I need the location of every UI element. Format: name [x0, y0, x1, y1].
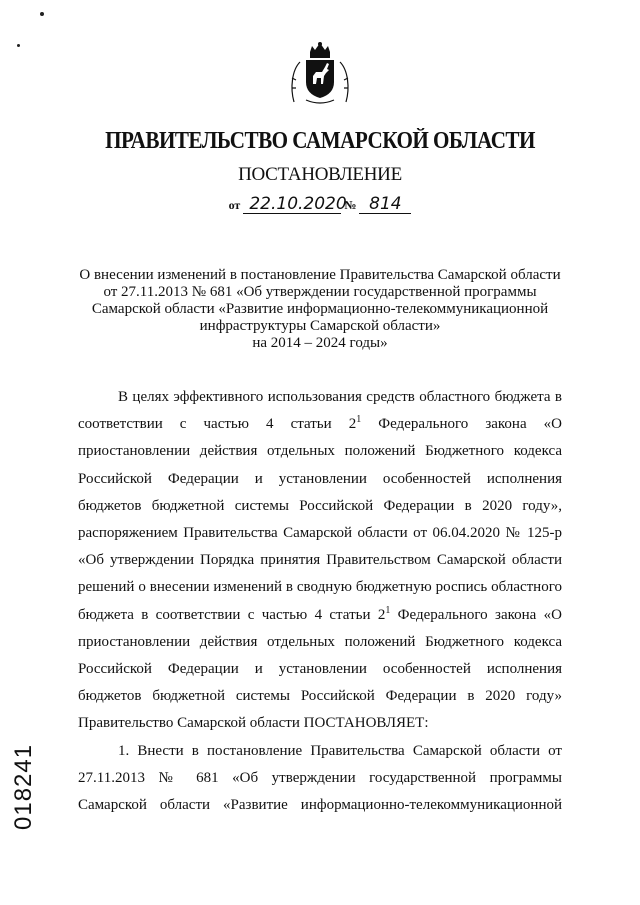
- document-body: [78, 384, 562, 846]
- date-prefix: от: [228, 198, 241, 212]
- clause-paragraph: 1. Внести в постановление Правительства Самарской области от 27.11.2013 № 681 «Об утверждении государственной программы Самарской области «Развитие информационно-телекоммуникационной: [78, 742, 562, 814]
- number-prefix: №: [344, 198, 357, 212]
- body-text: В целях эффективного использования средств областного бюджета в соответствии с частью 4 статьи 2: [78, 389, 562, 433]
- samara-coat-of-arms-icon: [286, 40, 354, 108]
- superscript: 1: [385, 604, 391, 616]
- subject-line: О внесении изменений в постановление Правительства Самарской области: [79, 267, 561, 283]
- handwritten-number: 814: [359, 195, 411, 214]
- document-type: ПОСТАНОВЛЕНИЕ: [238, 164, 402, 185]
- date-number-line: [0, 195, 640, 214]
- subject-line: от 27.11.2013 № 681 «Об утверждении государственной программы: [103, 284, 537, 300]
- document-subject: [70, 267, 570, 352]
- subject-line: на 2014 – 2024 годы»: [252, 335, 388, 351]
- preamble-paragraph: [78, 384, 562, 738]
- handwritten-date: 22.10.2020: [243, 195, 341, 214]
- subject-line: инфраструктуры Самарской области»: [199, 318, 441, 334]
- serial-stamp: 018241: [10, 743, 37, 830]
- subject-line: Самарской области «Развитие информационно-телекоммуникационной: [91, 301, 549, 317]
- government-title: ПРАВИТЕЛЬСТВО САМАРСКОЙ ОБЛАСТИ: [105, 128, 535, 154]
- body-text: Федерального закона «О приостановлении действия отдельных положений Бюджетного кодекса Российской Федерации и установлении особенностей исполнения бюджетов бюджетной системы Российской Федерации в 2020 году» Правительство Самарской области ПОСТАНОВЛЯЕТ:: [78, 606, 562, 732]
- scan-speck: [40, 12, 44, 16]
- superscript: 1: [356, 414, 362, 426]
- scan-speck: [17, 44, 20, 47]
- body-text: Федерального закона «О приостановлении действия отдельных положений Бюджетного кодекса Российской Федерации и установлении особенностей исполнения бюджетов бюджетной системы Российской Федерации в 2020 году», распоряжением Правительства Самарской области от 06.04.2020 № 125-р «Об утверждении Порядка принятия Правительством Самарской области решений о внесении изменений в сводную бюджетную роспись областного бюджета в соответствии с частью 4 статьи 2: [78, 416, 562, 623]
